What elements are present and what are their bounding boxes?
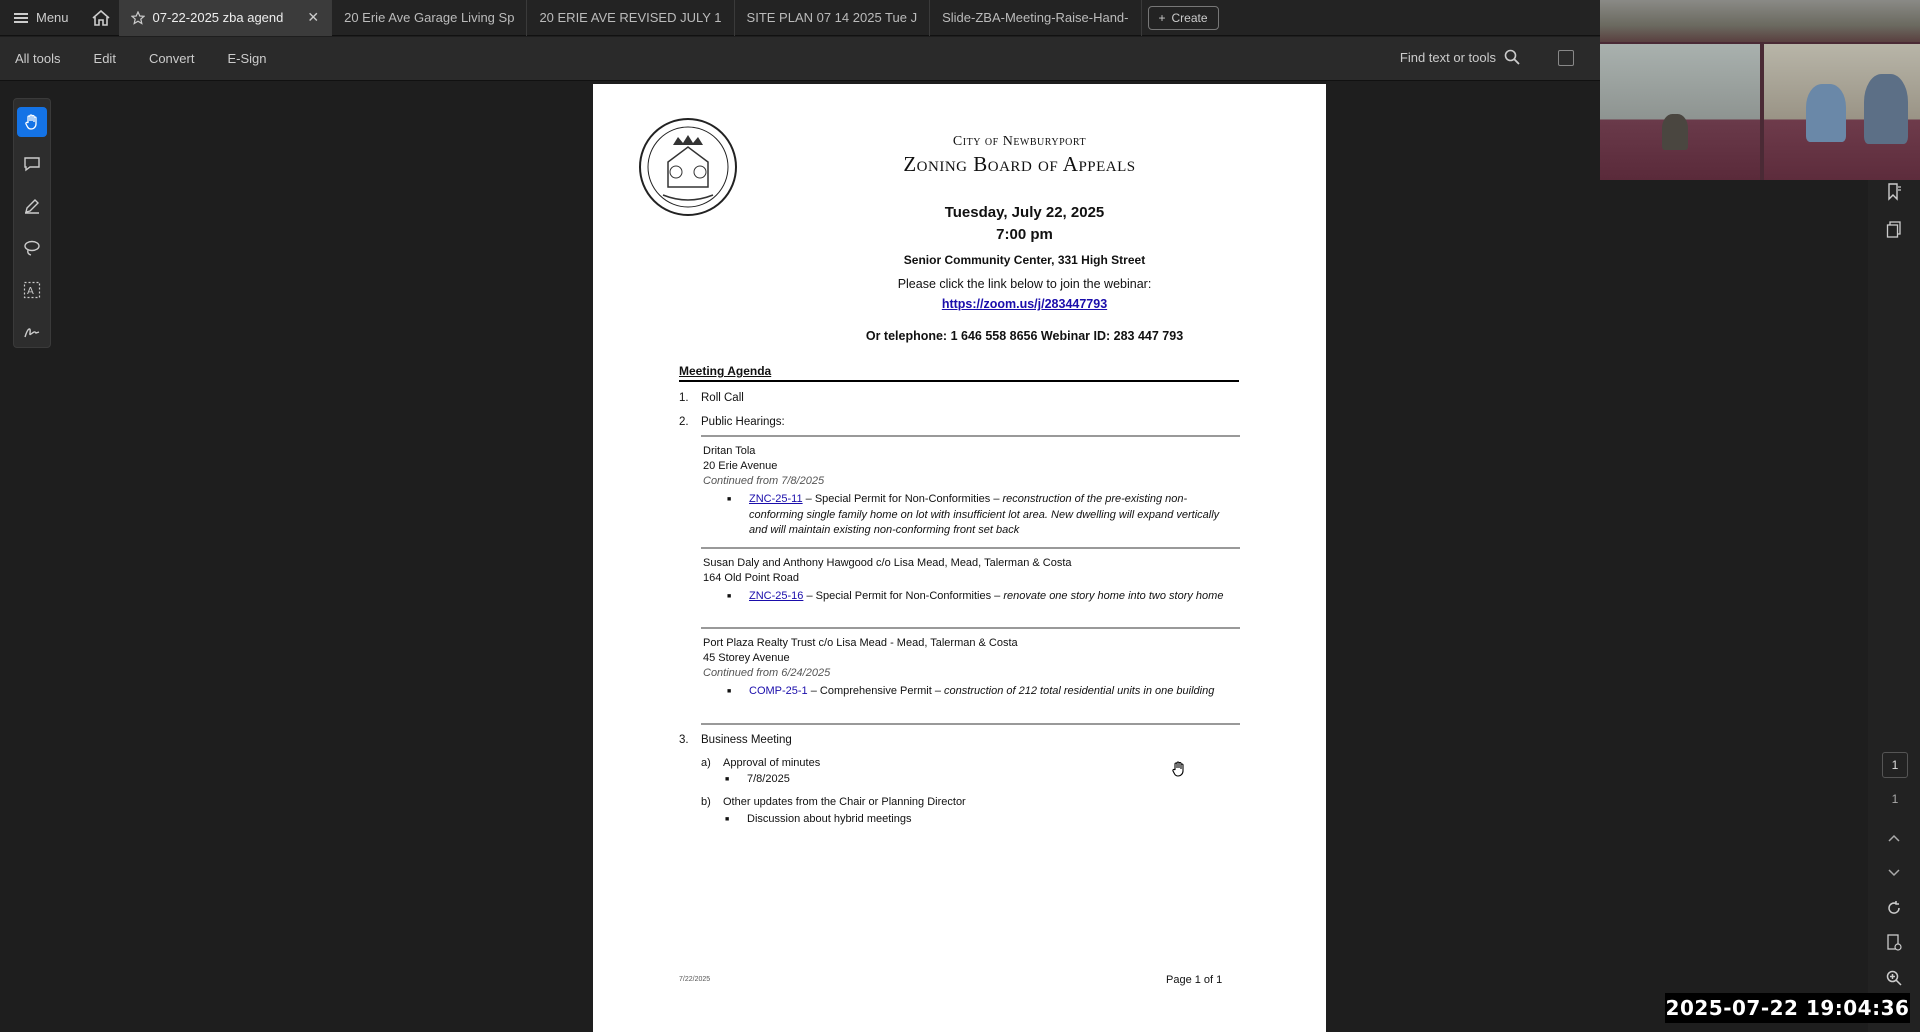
case-address: 45 Storey Avenue xyxy=(703,652,790,664)
applicant-name: Dritan Tola xyxy=(703,445,756,457)
rotate-icon xyxy=(1886,900,1902,916)
pages-button[interactable] xyxy=(1884,220,1904,240)
participant-silhouette xyxy=(1864,74,1908,144)
svg-text:A: A xyxy=(27,286,34,297)
applicant-name: Susan Daly and Anthony Hawgood c/o Lisa Mead, Mead, Talerman & Costa xyxy=(703,557,1072,569)
telephone-info: Or telephone: 1 646 558 8656 Webinar ID: 283 447 793 xyxy=(865,329,1184,343)
hamburger-icon xyxy=(14,13,28,23)
hand-icon xyxy=(23,113,41,131)
chevron-down-icon xyxy=(1887,868,1901,878)
toolbar-edit[interactable]: Edit xyxy=(93,51,116,66)
case-code-link[interactable]: ZNC-25-11 xyxy=(749,493,803,505)
agenda-section: 2. Public Hearings: xyxy=(679,416,785,428)
tab-label: SITE PLAN 07 14 2025 Tue J xyxy=(746,10,918,25)
hearing-case xyxy=(703,556,1238,586)
case-item: ■ COMP-25-1 – Comprehensive Permit – construction of 212 total residential units in one building xyxy=(727,684,1227,700)
tab-erie-revised[interactable] xyxy=(527,0,734,36)
rotate-button[interactable] xyxy=(1884,898,1904,918)
tab-zba-agenda[interactable] xyxy=(119,0,333,36)
home-button[interactable] xyxy=(83,0,119,36)
agenda-section: 1. Roll Call xyxy=(679,392,744,404)
video-feed-right xyxy=(1764,44,1920,180)
create-label: Create xyxy=(1171,10,1208,25)
tab-raise-hand-slide[interactable] xyxy=(930,0,1141,36)
toolbar-convert[interactable]: Convert xyxy=(148,51,195,66)
divider xyxy=(701,547,1240,549)
video-feed-top xyxy=(1600,0,1920,42)
hearing-case xyxy=(703,636,1238,681)
hand-tool[interactable] xyxy=(17,107,47,137)
applicant-name: Port Plaza Realty Trust c/o Lisa Mead - Mead, Talerman & Costa xyxy=(703,637,1018,649)
tab-label: 07-22-2025 zba agend xyxy=(152,10,284,25)
meeting-venue: Senior Community Center, 331 High Street xyxy=(903,253,1146,267)
meeting-date: Tuesday, July 22, 2025 xyxy=(944,204,1105,221)
comment-tool[interactable] xyxy=(17,149,47,179)
participant-silhouette xyxy=(1806,84,1846,142)
menu-button[interactable] xyxy=(0,0,83,36)
agenda-heading: Meeting Agenda xyxy=(679,364,1239,382)
agenda-section: 3. Business Meeting xyxy=(679,734,792,746)
current-page-field[interactable]: 1 xyxy=(1882,752,1908,778)
search-icon xyxy=(1504,49,1520,65)
footer-date: 7/22/2025 xyxy=(679,976,711,983)
footer-page: Page 1 of 1 xyxy=(1166,974,1223,986)
text-select-tool[interactable] xyxy=(17,275,47,305)
business-item: b) Other updates from the Chair or Planning Director xyxy=(701,796,966,808)
home-icon xyxy=(92,10,110,26)
case-code-link[interactable]: ZNC-25-16 xyxy=(749,590,804,602)
comment-icon xyxy=(23,155,41,173)
prev-page-button[interactable] xyxy=(1884,828,1904,848)
city-name: City of Newburyport xyxy=(952,134,1087,149)
next-page-button[interactable] xyxy=(1884,863,1904,883)
sign-tool[interactable] xyxy=(17,317,47,347)
participant-silhouette xyxy=(1662,114,1688,150)
toolbar-all-tools[interactable]: All tools xyxy=(15,51,61,66)
pages-icon xyxy=(1886,221,1902,239)
pen-tool[interactable] xyxy=(17,191,47,221)
right-side-rail xyxy=(1868,180,1920,1032)
meeting-time: 7:00 pm xyxy=(996,226,1053,243)
zoom-in-button[interactable] xyxy=(1884,968,1904,988)
case-continued: Continued from 7/8/2025 xyxy=(703,475,825,487)
case-address: 164 Old Point Road xyxy=(703,572,800,584)
pdf-page xyxy=(593,84,1326,1032)
video-feed-left xyxy=(1600,44,1760,180)
tab-garage-living[interactable] xyxy=(332,0,527,36)
business-bullet: ■ 7/8/2025 xyxy=(725,772,1225,788)
business-bullet: ■ Discussion about hybrid meetings xyxy=(725,812,1225,828)
video-feed xyxy=(1600,0,1920,180)
pen-icon xyxy=(23,197,41,215)
case-item: ■ ZNC-25-16 – Special Permit for Non-Conformities – renovate one story home into two story home xyxy=(727,589,1227,605)
divider xyxy=(701,723,1240,725)
find-label: Find text or tools xyxy=(1399,49,1496,65)
top-toolbar xyxy=(0,37,1600,81)
chevron-up-icon xyxy=(1887,833,1901,843)
hand-cursor-icon xyxy=(1170,760,1188,780)
divider xyxy=(701,435,1240,437)
bookmark-button[interactable] xyxy=(1884,182,1904,202)
toolbar-esign[interactable]: E-Sign xyxy=(227,51,267,66)
divider xyxy=(701,627,1240,629)
page-settings-icon xyxy=(1886,934,1902,952)
board-name: Zoning Board of Appeals xyxy=(903,152,1136,176)
lasso-icon xyxy=(23,239,41,257)
page-settings-button[interactable] xyxy=(1884,933,1904,953)
webinar-instruction: Please click the link below to join the webinar: xyxy=(897,277,1152,291)
save-icon[interactable] xyxy=(1558,50,1574,66)
case-continued: Continued from 6/24/2025 xyxy=(703,667,831,679)
tab-label: 20 Erie Ave Garage Living Sp xyxy=(344,10,515,25)
case-code-link[interactable]: COMP-25-1 xyxy=(749,685,808,697)
tab-label: 20 ERIE AVE REVISED JULY 1 xyxy=(539,10,722,25)
text-select-icon xyxy=(23,281,41,299)
tab-label: Slide-ZBA-Meeting-Raise-Hand- xyxy=(942,10,1129,25)
tab-site-plan[interactable] xyxy=(735,0,931,36)
bookmark-icon xyxy=(1886,183,1902,201)
hearing-case xyxy=(703,444,1238,489)
business-item: a) Approval of minutes xyxy=(701,757,821,769)
menu-label: Menu xyxy=(36,10,69,25)
tool-rail xyxy=(13,98,51,348)
create-button[interactable] xyxy=(1148,6,1219,30)
signature-icon xyxy=(23,323,41,341)
star-icon xyxy=(131,11,145,25)
webinar-link[interactable]: https://zoom.us/j/283447793 xyxy=(941,297,1108,311)
total-pages: 1 xyxy=(1891,792,1899,806)
find-text-tools[interactable] xyxy=(1400,49,1520,65)
zoom-in-icon xyxy=(1886,970,1902,986)
case-address: 20 Erie Avenue xyxy=(703,460,778,472)
lasso-tool[interactable] xyxy=(17,233,47,263)
video-timestamp: 2025-07-22 19:04:36 xyxy=(1665,993,1910,1023)
plus-icon: + xyxy=(1158,10,1166,25)
case-item: ■ ZNC-25-11 – Special Permit for Non-Conformities – reconstruction of the pre-existing non-conforming single family home on lot with insufficient lot area. New dwelling will expand vertically and will maintain existing non-conforming front set back xyxy=(727,492,1227,539)
close-icon[interactable]: ✕ xyxy=(307,9,320,25)
